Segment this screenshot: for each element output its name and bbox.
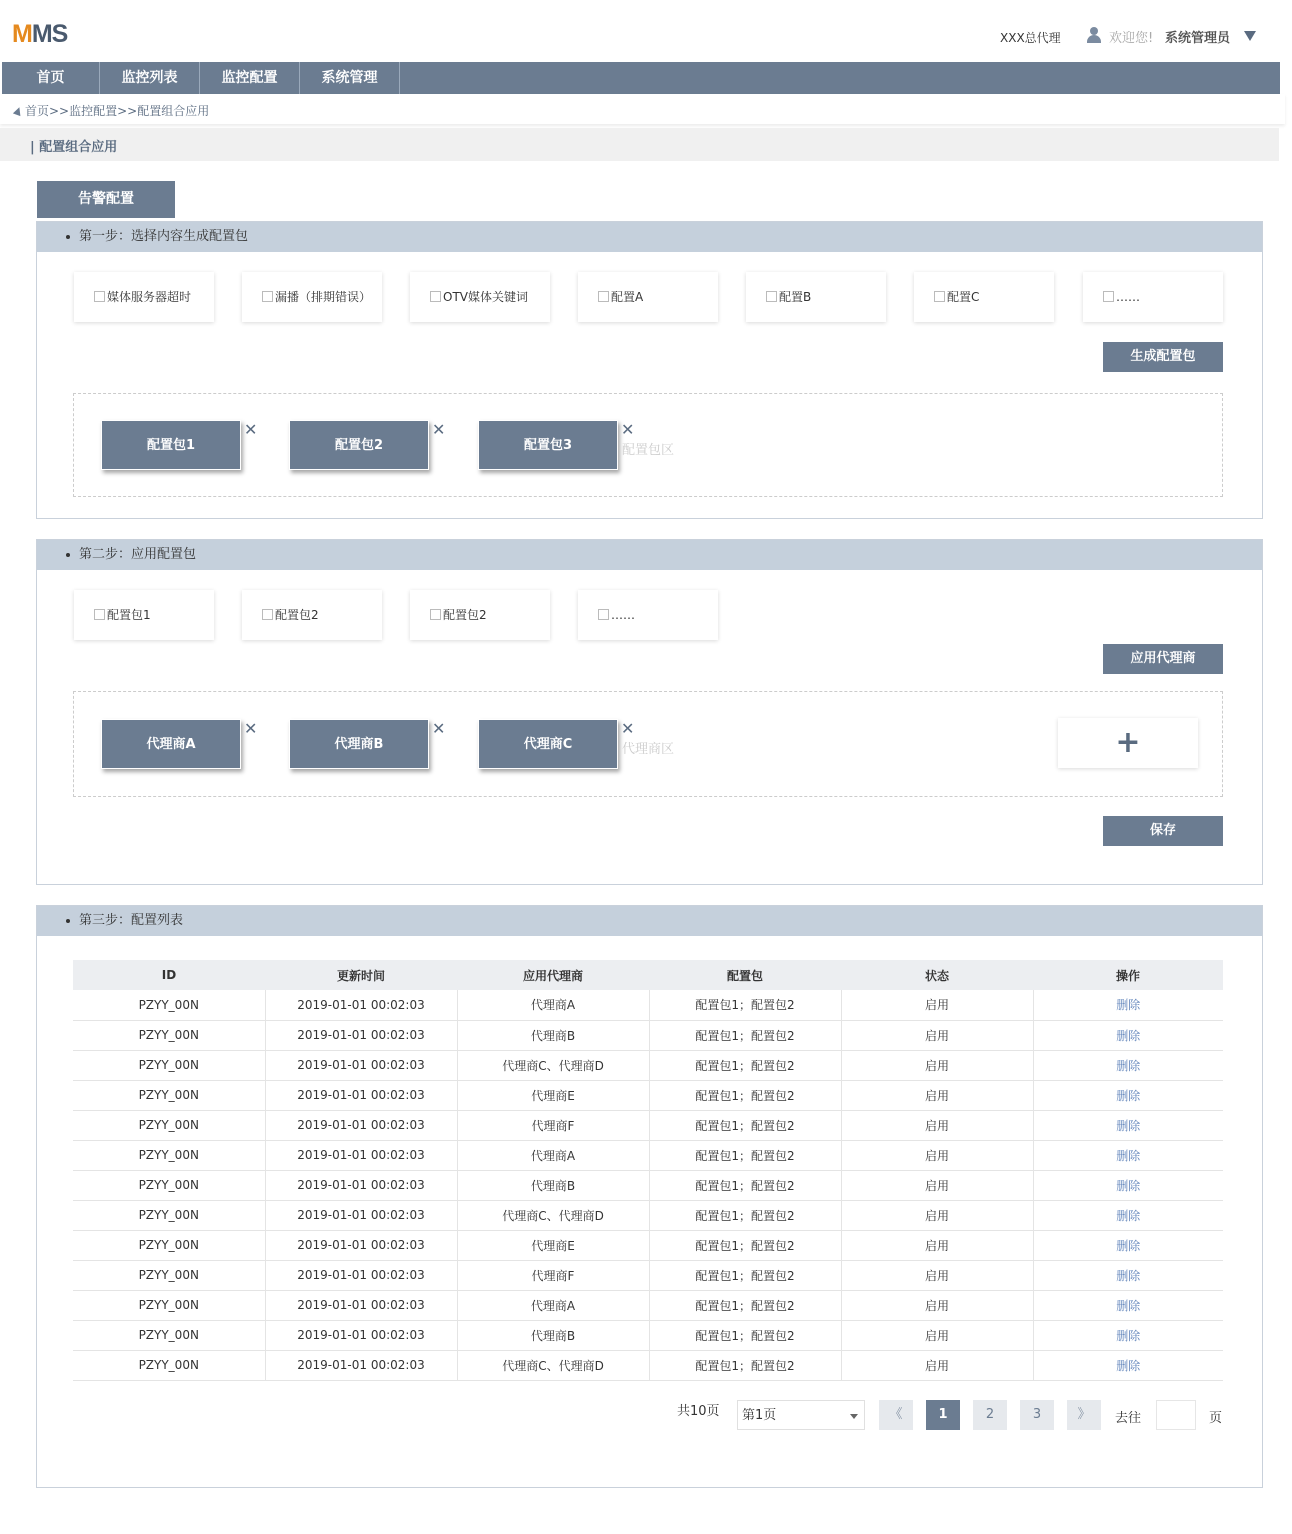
table-cell: 启用	[841, 1200, 1033, 1230]
logo: MMS	[12, 20, 68, 48]
table-cell: 代理商C、代理商D	[457, 1050, 649, 1080]
table-cell: 2019-01-01 00:02:03	[265, 1140, 457, 1170]
delete-link[interactable]: 删除	[1033, 1290, 1223, 1320]
table-cell: 2019-01-01 00:02:03	[265, 1350, 457, 1380]
step3-panel	[36, 905, 1263, 1488]
chevron-down-icon[interactable]	[1244, 31, 1256, 41]
goto-page-input[interactable]	[1156, 1400, 1196, 1430]
table-cell: 配置包1；配置包2	[649, 1230, 841, 1260]
next-page-button[interactable]: 》	[1067, 1400, 1101, 1430]
delete-link[interactable]: 删除	[1033, 1320, 1223, 1350]
close-icon[interactable]: ✕	[621, 719, 635, 738]
table-cell: 代理商A	[457, 990, 649, 1020]
table-cell: PZYY_00N	[73, 1200, 265, 1230]
table-cell: PZYY_00N	[73, 1290, 265, 1320]
column-header: 状态	[841, 960, 1033, 990]
delete-link[interactable]: 删除	[1033, 1350, 1223, 1380]
agent-chip[interactable]: 代理商C	[478, 719, 618, 769]
checkbox[interactable]	[1103, 291, 1114, 302]
checkbox[interactable]	[934, 291, 945, 302]
table-cell: 2019-01-01 00:02:03	[265, 1080, 457, 1110]
close-icon[interactable]: ✕	[432, 420, 446, 439]
table-cell: 代理商E	[457, 1230, 649, 1260]
option-item[interactable]: OTV媒体关键词	[410, 272, 550, 322]
page-button[interactable]: 3	[1020, 1400, 1054, 1430]
nav-item-system[interactable]: 系统管理	[300, 62, 400, 94]
close-icon[interactable]: ✕	[621, 420, 635, 439]
table-row	[73, 1020, 1223, 1050]
table-row	[73, 1320, 1223, 1350]
table-cell: 启用	[841, 990, 1033, 1020]
table-row	[73, 1110, 1223, 1140]
checkbox[interactable]	[94, 291, 105, 302]
table-cell: 配置包1；配置包2	[649, 990, 841, 1020]
save-button[interactable]: 保存	[1103, 816, 1223, 846]
package-chip[interactable]: 配置包1	[101, 420, 241, 470]
table-cell: PZYY_00N	[73, 1140, 265, 1170]
table-cell: 2019-01-01 00:02:03	[265, 990, 457, 1020]
option-item[interactable]: 配置包1	[74, 590, 214, 640]
table-cell: 代理商B	[457, 1020, 649, 1050]
table-cell: 2019-01-01 00:02:03	[265, 1320, 457, 1350]
delete-link[interactable]: 删除	[1033, 1140, 1223, 1170]
table-cell: 启用	[841, 1320, 1033, 1350]
nav-item-monitor-config[interactable]: 监控配置	[200, 62, 300, 94]
step1-panel	[36, 221, 1263, 519]
checkbox[interactable]	[598, 291, 609, 302]
table-cell: PZYY_00N	[73, 1170, 265, 1200]
table-cell: 启用	[841, 1050, 1033, 1080]
add-agent-button[interactable]: +	[1058, 718, 1198, 768]
table-cell: 启用	[841, 1350, 1033, 1380]
table-cell: 2019-01-01 00:02:03	[265, 1050, 457, 1080]
step3-header: 第三步：配置列表	[37, 906, 1262, 936]
nav-item-home[interactable]: 首页	[2, 62, 100, 94]
table-cell: 启用	[841, 1020, 1033, 1050]
table-cell: 2019-01-01 00:02:03	[265, 1170, 457, 1200]
delete-link[interactable]: 删除	[1033, 1080, 1223, 1110]
table-row	[73, 1050, 1223, 1080]
pager-total: 共10页	[677, 1404, 720, 1419]
option-item[interactable]: ……	[578, 590, 718, 640]
table-cell: 2019-01-01 00:02:03	[265, 1290, 457, 1320]
option-item[interactable]: 漏播（排期错误）	[242, 272, 382, 322]
step1-header: 第一步：选择内容生成配置包	[37, 222, 1262, 252]
page-select[interactable]: 第1页	[737, 1400, 865, 1430]
page-button[interactable]: 2	[973, 1400, 1007, 1430]
main-nav	[2, 62, 1280, 94]
header	[0, 0, 1280, 62]
table-cell: 启用	[841, 1230, 1033, 1260]
table-cell: PZYY_00N	[73, 1050, 265, 1080]
delete-link[interactable]: 删除	[1033, 1110, 1223, 1140]
close-icon[interactable]: ✕	[244, 719, 258, 738]
step2-header: 第二步：应用配置包	[37, 540, 1262, 570]
nav-item-monitor-list[interactable]: 监控列表	[100, 62, 200, 94]
checkbox[interactable]	[262, 291, 273, 302]
table-cell: 配置包1；配置包2	[649, 1260, 841, 1290]
agent-zone[interactable]	[73, 691, 1223, 797]
package-zone[interactable]	[73, 393, 1223, 497]
table-cell: 配置包1；配置包2	[649, 1140, 841, 1170]
delete-link[interactable]: 删除	[1033, 1260, 1223, 1290]
checkbox[interactable]	[262, 609, 273, 620]
table-row	[73, 1350, 1223, 1380]
column-header: 应用代理商	[457, 960, 649, 990]
table-row	[73, 1080, 1223, 1110]
zone-label: 配置包区	[622, 443, 675, 458]
table-cell: PZYY_00N	[73, 1110, 265, 1140]
option-item[interactable]: 配置B	[746, 272, 886, 322]
table-cell: 2019-01-01 00:02:03	[265, 1020, 457, 1050]
table-cell: 2019-01-01 00:02:03	[265, 1230, 457, 1260]
agent-chip[interactable]: 代理商A	[101, 719, 241, 769]
table-row	[73, 1200, 1223, 1230]
table-cell: 2019-01-01 00:02:03	[265, 1260, 457, 1290]
table-cell: 配置包1；配置包2	[649, 1020, 841, 1050]
package-chip[interactable]: 配置包3	[478, 420, 618, 470]
welcome-text: 欢迎您!	[1109, 31, 1154, 46]
table-cell: 代理商C、代理商D	[457, 1200, 649, 1230]
table-cell: 配置包1；配置包2	[649, 1200, 841, 1230]
home-icon	[13, 106, 23, 116]
table-cell: 配置包1；配置包2	[649, 1320, 841, 1350]
table-cell: 启用	[841, 1290, 1033, 1320]
table-row	[73, 1290, 1223, 1320]
table-cell: 配置包1；配置包2	[649, 1050, 841, 1080]
agent-chip[interactable]: 代理商B	[289, 719, 429, 769]
table-row	[73, 1230, 1223, 1260]
table-cell: 代理商A	[457, 1140, 649, 1170]
table-cell: PZYY_00N	[73, 1320, 265, 1350]
package-chip[interactable]: 配置包2	[289, 420, 429, 470]
delete-link[interactable]: 删除	[1033, 1050, 1223, 1080]
column-header: 更新时间	[265, 960, 457, 990]
tab-alarm-config[interactable]: 告警配置	[37, 181, 175, 218]
table-cell: 启用	[841, 1170, 1033, 1200]
prev-page-button[interactable]: 《	[879, 1400, 913, 1430]
table-cell: 代理商B	[457, 1320, 649, 1350]
table-cell: PZYY_00N	[73, 1080, 265, 1110]
user-icon	[1087, 27, 1101, 43]
checkbox[interactable]	[766, 291, 777, 302]
delete-link[interactable]: 删除	[1033, 1230, 1223, 1260]
delete-link[interactable]: 删除	[1033, 1020, 1223, 1050]
checkbox[interactable]	[430, 291, 441, 302]
table-cell: 代理商A	[457, 1290, 649, 1320]
table-cell: 配置包1；配置包2	[649, 1110, 841, 1140]
column-header: 操作	[1033, 960, 1223, 990]
table-cell: 配置包1；配置包2	[649, 1290, 841, 1320]
page-title-bar	[0, 128, 1279, 161]
table-cell: 启用	[841, 1140, 1033, 1170]
close-icon[interactable]: ✕	[244, 420, 258, 439]
table-cell: 配置包1；配置包2	[649, 1350, 841, 1380]
goto-label: 去往	[1115, 1411, 1142, 1426]
column-header: ID	[73, 960, 265, 990]
table-cell: 2019-01-01 00:02:03	[265, 1200, 457, 1230]
option-item[interactable]: ……	[1083, 272, 1223, 322]
option-item[interactable]: 配置A	[578, 272, 718, 322]
table-cell: 配置包1；配置包2	[649, 1080, 841, 1110]
table-cell: 代理商C、代理商D	[457, 1350, 649, 1380]
page-button[interactable]: 1	[926, 1400, 960, 1430]
delete-link[interactable]: 删除	[1033, 1170, 1223, 1200]
page-unit-label: 页	[1209, 1411, 1223, 1426]
table-cell: 启用	[841, 1080, 1033, 1110]
chevron-down-icon	[850, 1414, 858, 1419]
breadcrumb[interactable]: 首页>>监控配置>>配置组合应用	[14, 102, 209, 119]
option-item[interactable]: 配置C	[914, 272, 1054, 322]
table-cell: PZYY_00N	[73, 1350, 265, 1380]
checkbox[interactable]	[430, 609, 441, 620]
table-cell: PZYY_00N	[73, 990, 265, 1020]
close-icon[interactable]: ✕	[432, 719, 446, 738]
checkbox[interactable]	[94, 609, 105, 620]
table-row	[73, 1260, 1223, 1290]
delete-link[interactable]: 删除	[1033, 1200, 1223, 1230]
table-cell: 代理商E	[457, 1080, 649, 1110]
apply-agent-button[interactable]: 应用代理商	[1103, 644, 1223, 674]
table-cell: 启用	[841, 1260, 1033, 1290]
table-cell: PZYY_00N	[73, 1260, 265, 1290]
option-item[interactable]: 媒体服务器超时	[74, 272, 214, 322]
agent-name: XXX总代理	[1000, 31, 1061, 45]
table-cell: PZYY_00N	[73, 1020, 265, 1050]
page-title: | 配置组合应用	[30, 140, 118, 155]
table-cell: 启用	[841, 1110, 1033, 1140]
option-item[interactable]: 配置包2	[242, 590, 382, 640]
generate-package-button[interactable]: 生成配置包	[1103, 342, 1223, 372]
zone-label: 代理商区	[622, 742, 675, 757]
table-cell: 配置包1；配置包2	[649, 1170, 841, 1200]
breadcrumb-bar	[0, 94, 1285, 124]
table-cell: 2019-01-01 00:02:03	[265, 1110, 457, 1140]
step2-panel	[36, 539, 1263, 885]
column-header: 配置包	[649, 960, 841, 990]
table-cell: PZYY_00N	[73, 1230, 265, 1260]
table-cell: 代理商F	[457, 1110, 649, 1140]
option-item[interactable]: 配置包2	[410, 590, 550, 640]
table-row	[73, 1170, 1223, 1200]
table-cell: 代理商B	[457, 1170, 649, 1200]
user-name[interactable]: 系统管理员	[1165, 31, 1231, 46]
table-row	[73, 990, 1223, 1020]
delete-link[interactable]: 删除	[1033, 990, 1223, 1020]
table-header-row	[73, 960, 1223, 990]
table-row	[73, 1140, 1223, 1170]
config-table	[73, 960, 1223, 1381]
table-cell: 代理商F	[457, 1260, 649, 1290]
checkbox[interactable]	[598, 609, 609, 620]
